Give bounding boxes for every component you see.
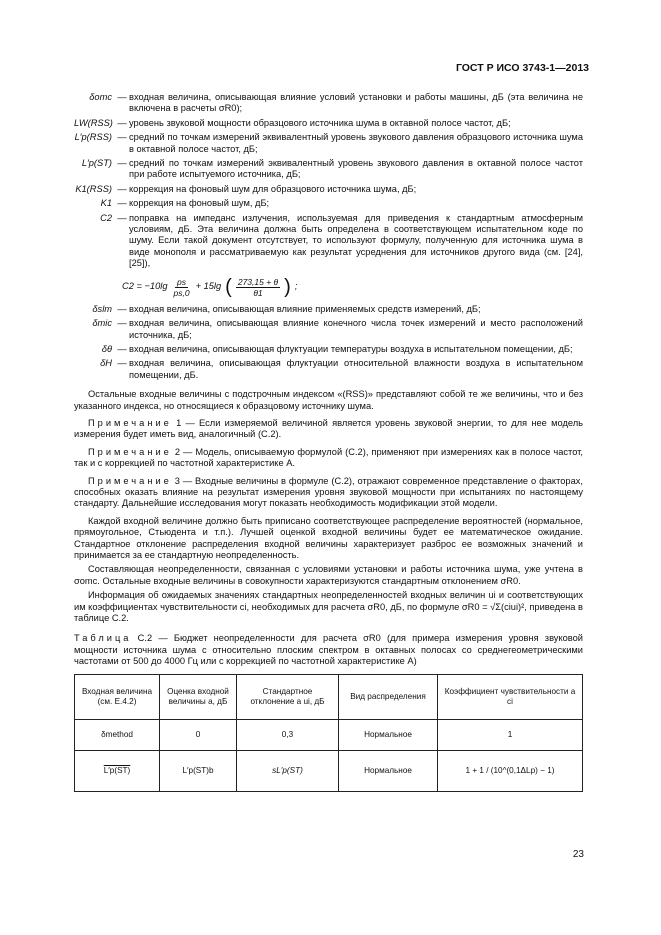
table-header-row	[75, 674, 583, 719]
definition-item	[74, 344, 583, 355]
definition-text: входная величина, описывающая флуктуации температуры воздуха в испытательном помещении, дБ;	[129, 343, 573, 354]
table-cell: L′p(ST)	[75, 750, 160, 791]
formula-paren-open: (	[225, 276, 232, 299]
definition-symbol: K1	[100, 198, 112, 209]
definition-symbol: δmic	[92, 318, 112, 329]
table-row	[75, 719, 583, 750]
table-cell: Нормальное	[339, 719, 438, 750]
table-header-cell: Оценка входной величины a, дБ	[160, 674, 237, 719]
definition-dash: —	[117, 343, 127, 354]
table-cell: Нормальное	[339, 750, 438, 791]
definitions-list-1	[74, 92, 583, 270]
definition-dash: —	[117, 92, 127, 102]
table-cell: 1	[438, 719, 583, 750]
table-header-cell: Коэффициент чувствительности a ci	[438, 674, 583, 719]
definition-text: уровень звуковой мощности образцового источника шума в октавной полосе частот, дБ;	[129, 117, 511, 128]
definition-dash: —	[117, 117, 127, 128]
definition-dash: —	[117, 318, 127, 329]
definition-item	[74, 318, 583, 341]
definition-dash: —	[117, 183, 127, 194]
definition-symbol: δθ	[101, 343, 112, 354]
table-caption-text: С.2 — Бюджет неопределенности для расчета σR0 (для примера измерения уровня звуковой мощности источника шума с относительно плоским спектром в октавных полосах со среднегеометрическими частотами от 500 до 4000 Гц или с коррекцией по частотной характеристике А)	[74, 633, 583, 667]
definition-symbol: C2	[100, 212, 112, 223]
definition-item	[74, 213, 583, 270]
table-cell: 0	[160, 719, 237, 750]
formula-end: ;	[294, 281, 298, 292]
definition-item	[74, 304, 583, 315]
definition-item	[74, 198, 583, 209]
table-cell: L′p(ST)b	[160, 750, 237, 791]
formula-mid: + 15lg	[195, 281, 222, 292]
note-3-label: Примечание	[88, 475, 172, 486]
definition-item	[74, 184, 583, 195]
document-header: ГОСТ Р ИСО 3743-1—2013	[455, 62, 589, 74]
definition-item	[74, 158, 583, 181]
page-number: 23	[572, 849, 584, 860]
definition-text: средний по точкам измерений эквивалентный уровень звукового давления образцового источника шума в октавной полосе частот, дБ;	[129, 132, 583, 154]
definition-symbol: L′p(RSS)	[74, 132, 112, 143]
table-cell: sL′p(ST)	[237, 750, 339, 791]
formula-f1-numerator: ps	[177, 276, 187, 287]
formula-lhs: C2 = −10lg	[122, 281, 168, 292]
table-cell: δmethod	[75, 719, 160, 750]
table-header-cell: Входная величина (см. Е.4.2)	[75, 674, 160, 719]
definition-dash: —	[117, 158, 127, 169]
definition-symbol: δslm	[92, 303, 112, 314]
definition-text: входная величина, описывающая влияние конечного числа точек измерений и место расположений источника, дБ;	[129, 318, 583, 340]
definition-text: коррекция на фоновый шум для образцового источника шума, дБ;	[129, 183, 417, 194]
note-2-label: Примечание	[88, 446, 172, 457]
note-3	[74, 476, 583, 510]
definition-symbol: LW(RSS)	[74, 117, 113, 128]
definition-symbol: K1(RSS)	[75, 183, 112, 194]
definition-dash: —	[117, 358, 127, 369]
note-1	[74, 418, 583, 441]
definition-item	[74, 118, 583, 129]
definition-text: входная величина, описывающая флуктуации относительной влажности воздуха в испытательном помещении, дБ.	[129, 358, 583, 380]
definition-symbol: L′p(ST)	[81, 158, 112, 169]
formula-fraction-1	[172, 277, 192, 298]
paragraph-uncertainty: Составляющая неопределенности, связанная с условиями установки и работы источника шума, уже учтена в σomc. Остальные входные величины в совокупности характеризуются стандартным отклонением σR0.	[74, 564, 583, 586]
formula-f2-denominator: θ1	[253, 287, 263, 298]
note-1-label: Примечание	[88, 417, 172, 428]
definition-item	[74, 132, 583, 155]
definition-dash: —	[117, 198, 127, 209]
formula-fraction-2	[236, 277, 280, 298]
definition-dash: —	[117, 132, 127, 143]
page-content	[74, 92, 583, 792]
table-cell: 0,3	[237, 719, 339, 750]
definition-item	[74, 358, 583, 381]
formula-c2	[122, 277, 583, 298]
note-3-text: 3 — Входные величины в формуле (С.2), отражают современное представление о факторах, способных оказать влияние на результат измерения уровня звуковой мощности при испытаниях по настоящему стандарту. Дальнейшие исследования могут показать необходимость модификации этой модели.	[74, 475, 583, 509]
definition-text: средний по точкам измерений эквивалентный уровень звукового давления в октавной полосе частот при работе испытуемого источника, дБ;	[129, 158, 583, 180]
paragraph-rss: Остальные входные величины с подстрочным индексом «(RSS)» представляют собой те же величины, что и без указанного индекса, но относящиеся к образцовому источнику шума.	[74, 389, 583, 411]
definition-text: коррекция на фоновый шум, дБ;	[129, 198, 270, 209]
definition-dash: —	[117, 303, 127, 314]
definition-symbol: δH	[100, 358, 112, 369]
table-caption	[74, 633, 583, 667]
table-header-cell: Стандартное отклонение a ui, дБ	[237, 674, 339, 719]
definition-dash: —	[117, 212, 127, 223]
table-caption-label: Таблица	[74, 633, 132, 644]
definition-symbol: δomc	[89, 92, 112, 102]
note-1-text: 1 — Если измеряемой величиной является уровень звуковой энергии, то для нее модель измерения будет иметь вид, аналогичный (С.2).	[74, 417, 583, 440]
definition-text: входная величина, описывающая влияние условий установки и работы машины, дБ (эта величина не включена в расчеты σR0);	[129, 92, 583, 114]
table-cell: 1 + 1 / (10^(0,1ΔLp) − 1)	[438, 750, 583, 791]
formula-f2-numerator: 273,15 + θ	[237, 276, 279, 287]
definition-item	[74, 92, 583, 115]
note-2-text: 2 — Модель, описываемую формулой (С.2), применяют при измерениях как в полосе частот, так и с коррекцией по частотной характеристике А.	[74, 446, 583, 469]
uncertainty-budget-table	[74, 674, 583, 792]
table-header-cell: Вид распределения	[339, 674, 438, 719]
paragraph-distribution: Каждой входной величине должно быть приписано соответствующее распределение вероятностей (нормальное, прямоугольное, Стьюдента и т.п.). Лучшей оценкой входной величины будет ее математическое ожидание. Стандартное отклонение распределения входной величины характеризует разброс ее возможных значений и принимается за ее стандартную неопределенность.	[74, 515, 583, 560]
definitions-list-2	[74, 304, 583, 381]
definition-text: входная величина, описывающая влияние применяемых средств измерений, дБ;	[129, 303, 481, 314]
definition-text: поправка на импеданс излучения, используемая для приведения к стандартным атмосферным условиям, дБ. Эта величина должна быть определена в соответствующем испытательном коде по шуму. Если такой документ отсутствует, то используют формулу, полученную для источника шума в виде монополя и рассматриваемую как результат усреднения для источников другого вида (см. [24], [25]),	[129, 212, 583, 269]
paragraph-sensitivity: Информация об ожидаемых значениях стандартных неопределенностей входных величин ui и соответствующих им коэффициентах чувствительности ci, необходимых для расчета σR0, дБ, по формуле σR0 = √Σ(ciui)², приведена в таблице С.2.	[74, 590, 583, 624]
formula-f1-denominator: ps,0	[173, 287, 190, 298]
note-2	[74, 447, 583, 470]
formula-paren-close: )	[284, 276, 291, 299]
table-row	[75, 750, 583, 791]
